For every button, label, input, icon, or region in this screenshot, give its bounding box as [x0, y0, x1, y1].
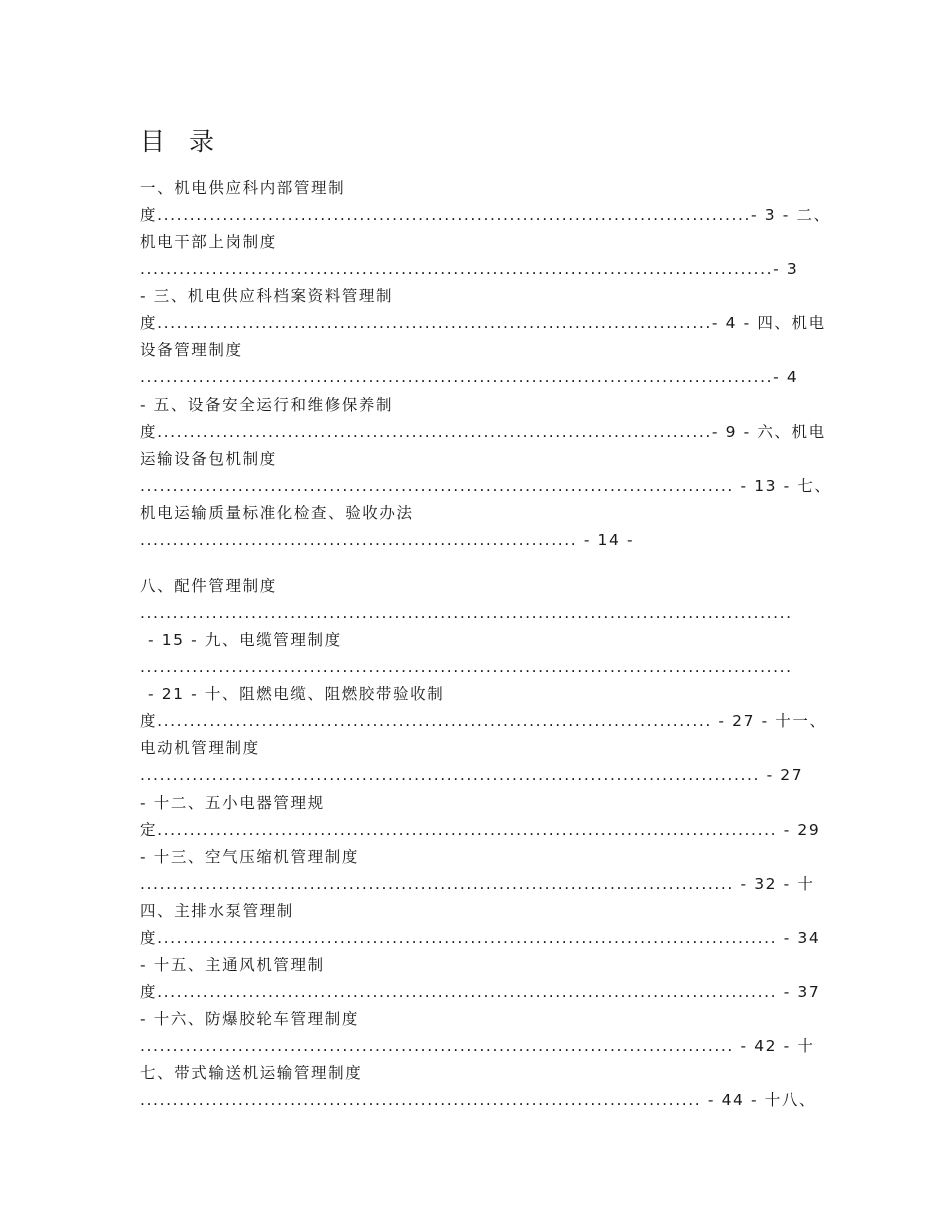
toc-line: ...................................................................................... - 44 - 十八、: [140, 1091, 817, 1109]
toc-line: 四、主排水泵管理制: [140, 902, 294, 920]
toc-line: 七、带式输送机运输管理制度: [140, 1064, 363, 1082]
toc-line: - 十五、主通风机管理制: [140, 956, 325, 974]
toc-line: - 十三、空气压缩机管理制度: [140, 848, 359, 866]
toc-line: 度...........................................................................................- 3 - 二、: [140, 206, 831, 224]
toc-line: ........................................................................................... - 13 - 七、: [140, 477, 832, 495]
toc-line: - 十二、五小电器管理规: [140, 794, 325, 812]
toc-line: - 三、机电供应科档案资料管理制: [140, 287, 394, 305]
toc-line: - 十六、防爆胶轮车管理制度: [140, 1010, 359, 1028]
toc-line: 运输设备包机制度: [140, 450, 277, 468]
toc-line: 定............................................................................................... - 29: [140, 821, 821, 839]
toc-line: .................................................................................................- 4: [140, 368, 799, 386]
toc-line: 机电干部上岗制度: [140, 233, 277, 251]
toc-line: - 15 - 九、电缆管理制度: [148, 631, 342, 649]
toc-line: 度.....................................................................................- 9 - 六、机电: [140, 423, 826, 441]
toc-line: 八、配件管理制度: [140, 577, 277, 595]
toc-line: ................................................................... - 14 -: [140, 531, 635, 549]
toc-line: .................................................................................................- 3: [140, 260, 799, 278]
toc-line: ....................................................................................................: [140, 604, 793, 622]
toc-line: 度............................................................................................... - 37: [140, 983, 821, 1001]
toc-line: ............................................................................................... - 27: [140, 766, 804, 784]
toc-title: 目 录: [140, 127, 222, 156]
toc-line: 度..................................................................................... - 27 - 十一、: [140, 712, 827, 730]
toc-line: - 21 - 十、阻燃电缆、阻燃胶带验收制: [148, 685, 445, 703]
toc-line: 设备管理制度: [140, 341, 243, 359]
toc-line: 一、机电供应科内部管理制: [140, 179, 346, 197]
toc-line: ........................................................................................... - 42 - 十: [140, 1037, 815, 1055]
toc-line: - 五、设备安全运行和维修保养制: [140, 396, 394, 414]
toc-line: 电动机管理制度: [140, 739, 260, 757]
toc-line: 度............................................................................................... - 34: [140, 929, 821, 947]
toc-line: 机电运输质量标准化检查、验收办法: [140, 504, 414, 522]
toc-line: ....................................................................................................: [140, 658, 793, 676]
toc-line: 度.....................................................................................- 4 - 四、机电: [140, 314, 826, 332]
toc-line: ........................................................................................... - 32 - 十: [140, 875, 815, 893]
